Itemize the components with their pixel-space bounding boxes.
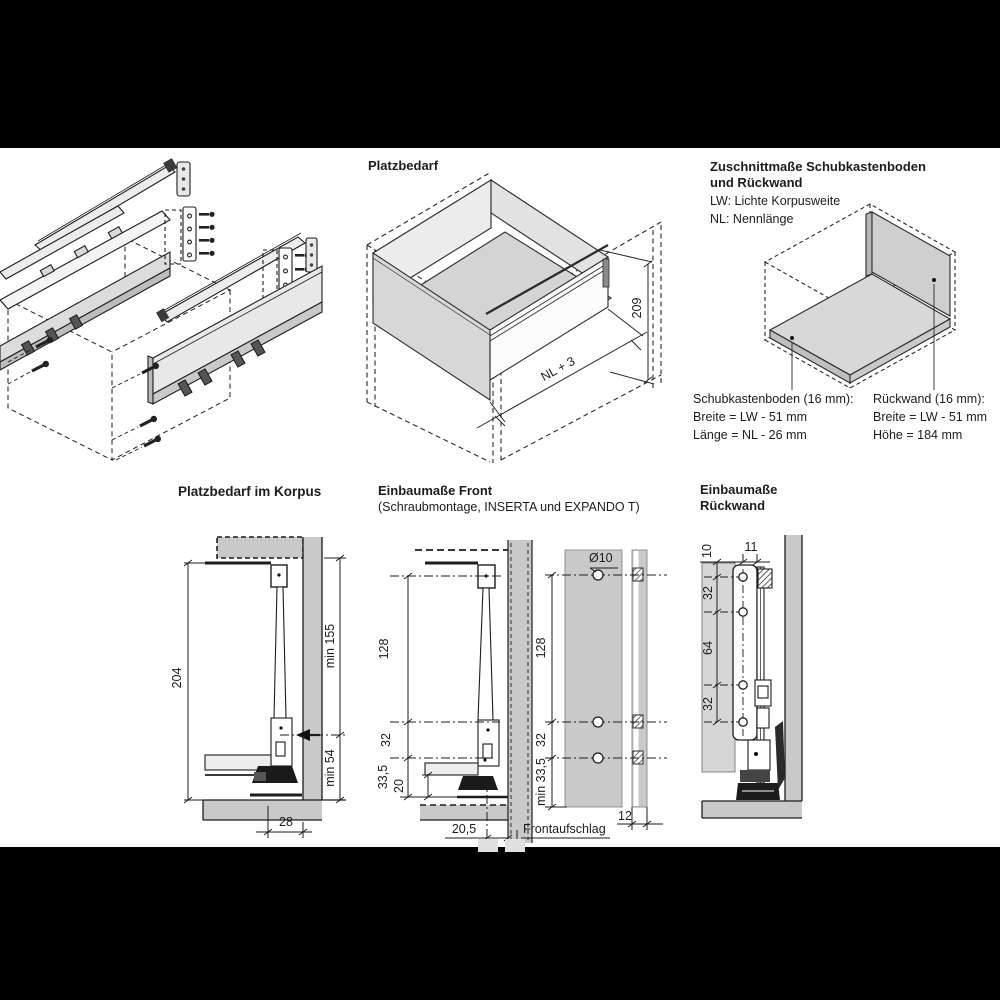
rueckwand-drawing <box>690 478 1000 852</box>
dim-20-5: 20,5 <box>451 822 477 836</box>
dim-10: 10 <box>700 544 714 558</box>
zuschnitt-title-line1: Zuschnittmaße Schubkastenboden <box>710 159 926 174</box>
rueckwand-title-line1: Einbaumaße <box>700 482 778 497</box>
dim-128-right: 128 <box>534 637 548 659</box>
page-artifact <box>478 839 498 852</box>
platzbedarf-diagram <box>365 150 665 465</box>
dim-min-155: min 155 <box>323 623 337 669</box>
korpus-drawing <box>150 478 380 852</box>
zuschnitt-title-line2: und Rückwand <box>710 175 803 190</box>
dim-12: 12 <box>618 809 632 823</box>
rueckwand-hoehe: Höhe = 184 mm <box>873 428 963 442</box>
platzbedarf-drawing <box>365 150 665 465</box>
exploded-assembly-diagram <box>0 150 350 462</box>
exploded-assembly-drawing <box>0 150 350 462</box>
boden-laenge: Länge = NL - 26 mm <box>693 428 807 442</box>
dim-209: 209 <box>630 297 644 319</box>
dim-128-left: 128 <box>377 638 391 660</box>
dim-28: 28 <box>279 815 293 829</box>
dim-nl-plus-3: NL + 3 <box>538 353 578 385</box>
einbaumasse-front-diagram <box>375 478 670 852</box>
zuschnittmasse-diagram <box>690 150 1000 450</box>
rueckwand-breite: Breite = LW - 51 mm <box>873 410 988 424</box>
frontaufschlag-label: Frontaufschlag <box>523 822 606 836</box>
platzbedarf-title: Platzbedarf <box>368 158 439 173</box>
rueckwand-title-line2: Rückwand <box>700 498 766 513</box>
korpus-title: Platzbedarf im Korpus <box>178 484 322 499</box>
platzbedarf-korpus-diagram <box>150 478 380 852</box>
dim-min-33-5: min 33,5 <box>534 758 548 806</box>
dim-32-top: 32 <box>701 586 715 600</box>
dim-11: 11 <box>744 540 758 554</box>
dim-204: 204 <box>170 667 184 689</box>
dim-20: 20 <box>392 779 406 793</box>
dim-33-5-left: 33,5 <box>376 764 390 790</box>
front-subtitle: (Schraubmontage, INSERTA und EXPANDO T) <box>378 500 640 514</box>
front-drawing <box>375 478 670 852</box>
dim-32-right: 32 <box>534 733 548 747</box>
boden-title: Schubkastenboden (16 mm): <box>693 392 854 406</box>
rueckwand-title: Rückwand (16 mm): <box>873 392 985 406</box>
front-title: Einbaumaße Front <box>378 483 493 498</box>
page-artifact <box>505 839 525 852</box>
hole-diameter-label: Ø10 <box>589 551 613 565</box>
legend-lw: LW: Lichte Korpusweite <box>710 194 841 208</box>
boden-breite: Breite = LW - 51 mm <box>693 410 808 424</box>
dim-min-54: min 54 <box>323 749 337 787</box>
dim-32-bottom: 32 <box>701 697 715 711</box>
einbaumasse-rueckwand-diagram <box>690 478 1000 852</box>
dim-32-left: 32 <box>379 733 393 747</box>
dim-64: 64 <box>701 641 715 655</box>
legend-nl: NL: Nennlänge <box>710 212 794 226</box>
